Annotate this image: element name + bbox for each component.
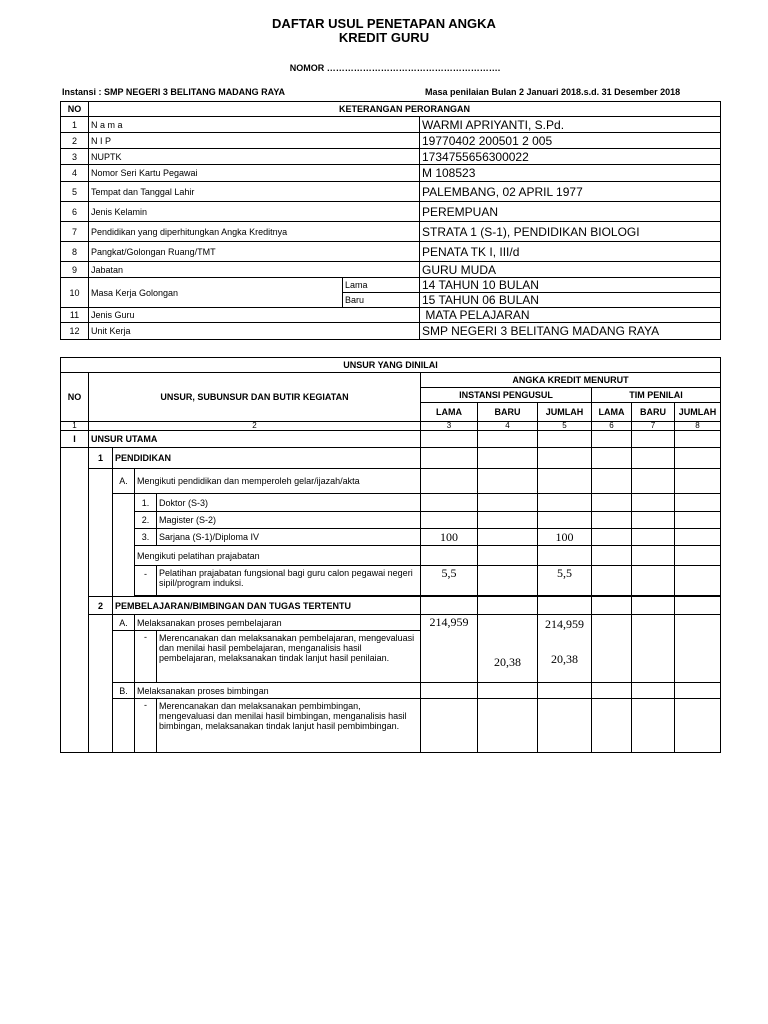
table-row bbox=[61, 469, 721, 494]
col-baru-penilai: BARU bbox=[632, 403, 675, 422]
table-row bbox=[61, 546, 721, 566]
row-no: 6 bbox=[61, 202, 89, 222]
row-dash: - bbox=[135, 699, 157, 753]
row-label: Nomor Seri Kartu Pegawai bbox=[89, 165, 420, 182]
table-row bbox=[61, 512, 721, 529]
table-row bbox=[61, 431, 721, 448]
table-row bbox=[61, 165, 721, 182]
row-no: 1 bbox=[89, 448, 113, 469]
row-label: Tempat dan Tanggal Lahir bbox=[89, 182, 420, 202]
nomor-line: NOMOR …………………………………………………. bbox=[289, 63, 501, 73]
row-label: Unit Kerja bbox=[89, 323, 420, 340]
table-row bbox=[61, 566, 721, 596]
row-label: NUPTK bbox=[89, 149, 420, 165]
row-no: 4 bbox=[61, 165, 89, 182]
row-dash: - bbox=[135, 566, 157, 596]
table-row bbox=[61, 699, 721, 753]
col-index: 6 bbox=[592, 422, 632, 431]
table-row bbox=[61, 133, 721, 149]
row-no: 11 bbox=[61, 308, 89, 323]
col-index: 3 bbox=[421, 422, 478, 431]
row-no: 1. bbox=[135, 494, 157, 512]
row-label: Merencanakan dan melaksanakan pembimbingan, mengevaluasi dan menilai hasil bimbingan, menganalisis hasil bimbingan, melaksanakan tindak lanjut hasil pembimbingan. bbox=[157, 699, 421, 753]
row-label: Mengikuti pelatihan prajabatan bbox=[135, 546, 421, 566]
table-row bbox=[61, 683, 721, 699]
row-label: UNSUR UTAMA bbox=[89, 431, 421, 448]
value-jumlah: 5,5 bbox=[538, 566, 592, 596]
col-unsur-header: UNSUR, SUBUNSUR DAN BUTIR KEGIATAN bbox=[89, 373, 421, 422]
value-sub-jumlah: 20,38 bbox=[551, 652, 578, 666]
row-value-baru: 15 TAHUN 06 BULAN bbox=[420, 293, 721, 308]
row-dash: - bbox=[135, 631, 157, 683]
table-row bbox=[61, 262, 721, 278]
value-jumlah: 100 bbox=[538, 529, 592, 546]
unsur-title: UNSUR YANG DINILAI bbox=[61, 358, 721, 373]
col-index: 7 bbox=[632, 422, 675, 431]
value-jumlah-cell bbox=[538, 615, 592, 683]
instansi-pengusul-header: INSTANSI PENGUSUL bbox=[421, 388, 592, 403]
value-lama: 5,5 bbox=[421, 566, 478, 596]
doc-title-line1: DAFTAR USUL PENETAPAN ANGKA bbox=[272, 16, 496, 31]
row-label: PEMBELAJARAN/BIMBINGAN DAN TUGAS TERTENTU bbox=[113, 597, 421, 615]
row-value-lama: 14 TAHUN 10 BULAN bbox=[420, 278, 721, 293]
table-row bbox=[61, 149, 721, 165]
table-row bbox=[61, 202, 721, 222]
col-index: 4 bbox=[478, 422, 538, 431]
row-value: GURU MUDA bbox=[420, 262, 721, 278]
value-baru: 20,38 bbox=[478, 615, 538, 683]
table-row bbox=[61, 182, 721, 202]
col-keterangan-header: KETERANGAN PERORANGAN bbox=[89, 102, 721, 117]
row-value: PEREMPUAN bbox=[420, 202, 721, 222]
instansi-label: Instansi : SMP NEGERI 3 BELITANG MADANG RAYA bbox=[62, 87, 286, 97]
row-no: 8 bbox=[61, 242, 89, 262]
col-index: 8 bbox=[675, 422, 721, 431]
row-sublabel-lama: Lama bbox=[343, 278, 420, 293]
row-label: Doktor (S-3) bbox=[157, 494, 421, 512]
personal-info-table bbox=[60, 101, 721, 340]
table-row bbox=[61, 448, 721, 469]
row-letter: B. bbox=[113, 683, 135, 699]
row-label: Pangkat/Golongan Ruang/TMT bbox=[89, 242, 420, 262]
table-row bbox=[61, 597, 721, 615]
row-value: STRATA 1 (S-1), PENDIDIKAN BIOLOGI bbox=[420, 222, 721, 242]
row-value: M 108523 bbox=[420, 165, 721, 182]
value-lama: 214,959 bbox=[421, 615, 478, 683]
row-value: WARMI APRIYANTI, S.Pd. bbox=[420, 117, 721, 133]
row-value: PALEMBANG, 02 APRIL 1977 bbox=[420, 182, 721, 202]
table-row bbox=[61, 323, 721, 340]
masa-penilaian-label: Masa penilaian Bulan 2 Januari 2018.s.d. 31 Desember 2018 bbox=[425, 87, 681, 97]
row-no: 2 bbox=[89, 597, 113, 615]
row-letter: A. bbox=[113, 615, 135, 631]
col-jumlah-pengusul: JUMLAH bbox=[538, 403, 592, 422]
row-no: 9 bbox=[61, 262, 89, 278]
row-label: Melaksanakan proses pembelajaran bbox=[135, 615, 421, 631]
col-index: 1 bbox=[61, 422, 89, 431]
row-no: 2. bbox=[135, 512, 157, 529]
row-label: Merencanakan dan melaksanakan pembelajaran, mengevaluasi dan menilai hasil pembelajaran, menganalisis hasil pembelajaran, melaksanakan tindak lanjut hasil penilaian. bbox=[157, 631, 421, 683]
table-row bbox=[61, 308, 721, 323]
row-no: 7 bbox=[61, 222, 89, 242]
row-label: Melaksanakan proses bimbingan bbox=[135, 683, 421, 699]
row-label: N I P bbox=[89, 133, 420, 149]
row-value: MATA PELAJARAN bbox=[420, 308, 721, 323]
row-no: 10 bbox=[61, 278, 89, 308]
angka-kredit-header: ANGKA KREDIT MENURUT bbox=[421, 373, 721, 388]
row-no: 5 bbox=[61, 182, 89, 202]
col-no-header: NO bbox=[61, 373, 89, 422]
row-label: Jenis Guru bbox=[89, 308, 420, 323]
value-jumlah: 214,959 bbox=[545, 617, 584, 631]
row-letter: A. bbox=[113, 469, 135, 494]
row-label: N a m a bbox=[89, 117, 420, 133]
col-no-header: NO bbox=[61, 102, 89, 117]
table-row bbox=[61, 117, 721, 133]
value-lama: 100 bbox=[421, 529, 478, 546]
row-no: 2 bbox=[61, 133, 89, 149]
row-label: Mengikuti pendidikan dan memperoleh gelar/ijazah/akta bbox=[135, 469, 421, 494]
row-label: Jabatan bbox=[89, 262, 420, 278]
doc-title-line2: KREDIT GURU bbox=[338, 30, 430, 45]
row-value: SMP NEGERI 3 BELITANG MADANG RAYA bbox=[420, 323, 721, 340]
row-value: 19770402 200501 2 005 bbox=[420, 133, 721, 149]
col-lama-penilai: LAMA bbox=[592, 403, 632, 422]
row-label: Masa Kerja Golongan bbox=[89, 278, 343, 308]
row-value: 1734755656300022 bbox=[420, 149, 721, 165]
col-index: 2 bbox=[89, 422, 421, 431]
col-index: 5 bbox=[538, 422, 592, 431]
col-jumlah-penilai: JUMLAH bbox=[675, 403, 721, 422]
table-row bbox=[61, 529, 721, 546]
row-value: PENATA TK I, III/d bbox=[420, 242, 721, 262]
row-sublabel-baru: Baru bbox=[343, 293, 420, 308]
row-no: 3 bbox=[61, 149, 89, 165]
row-label: PENDIDIKAN bbox=[113, 448, 421, 469]
table-row bbox=[61, 278, 721, 293]
unsur-table bbox=[60, 357, 721, 753]
tim-penilai-header: TIM PENILAI bbox=[592, 388, 721, 403]
row-label: Pelatihan prajabatan fungsional bagi guru calon pegawai negeri sipil/program induksi. bbox=[157, 566, 421, 596]
row-label: Jenis Kelamin bbox=[89, 202, 420, 222]
row-label: Pendidikan yang diperhitungkan Angka Kreditnya bbox=[89, 222, 420, 242]
row-label: Magister (S-2) bbox=[157, 512, 421, 529]
row-no: I bbox=[61, 431, 89, 448]
col-baru-pengusul: BARU bbox=[478, 403, 538, 422]
row-no: 1 bbox=[61, 117, 89, 133]
table-row bbox=[61, 494, 721, 512]
row-no: 12 bbox=[61, 323, 89, 340]
table-row bbox=[61, 615, 721, 631]
table-row bbox=[61, 242, 721, 262]
col-lama-pengusul: LAMA bbox=[421, 403, 478, 422]
table-row bbox=[61, 222, 721, 242]
row-no: 3. bbox=[135, 529, 157, 546]
row-label: Sarjana (S-1)/Diploma IV bbox=[157, 529, 421, 546]
